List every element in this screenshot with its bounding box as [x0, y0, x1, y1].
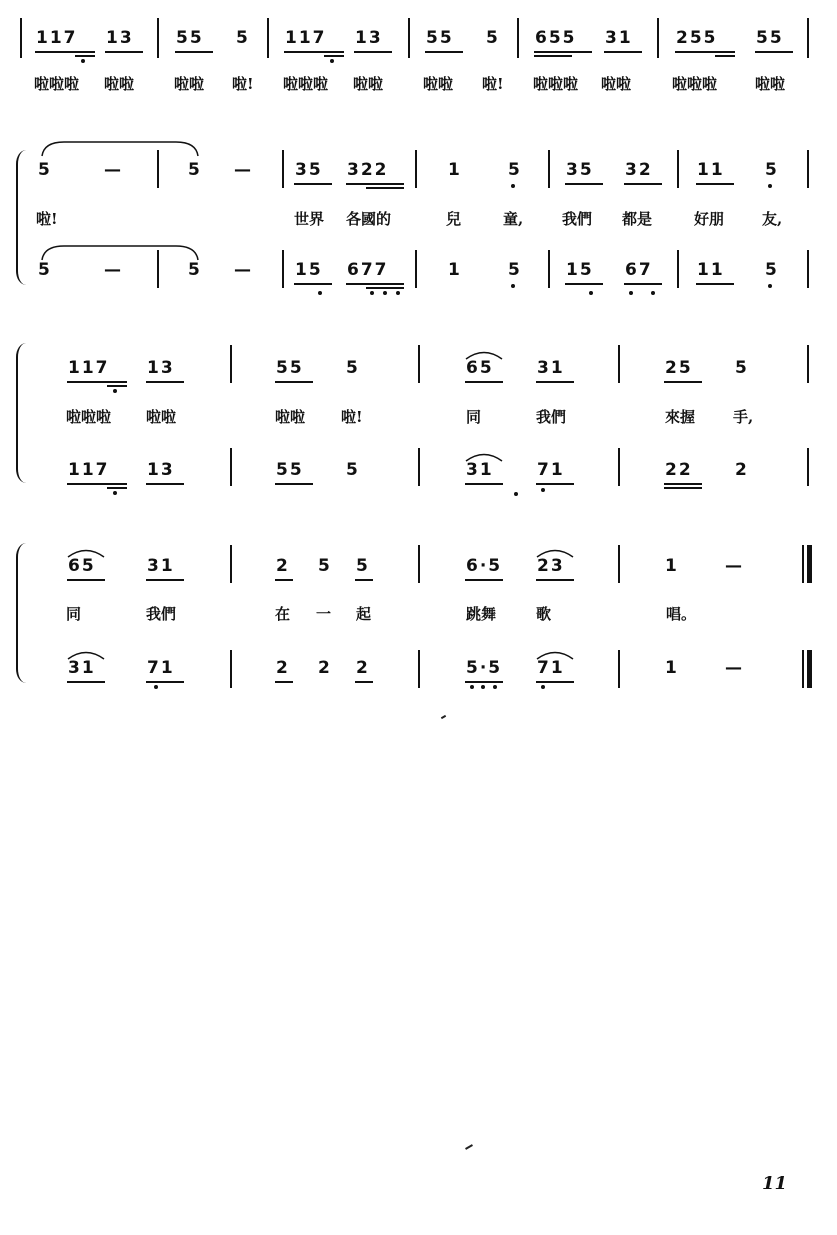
- tie-upper: [40, 138, 200, 158]
- note: 25: [665, 358, 693, 378]
- lyric: 啦啦啦: [34, 75, 80, 93]
- note: 67: [625, 260, 653, 280]
- note: 11: [697, 260, 725, 280]
- lyric: 啦啦: [353, 75, 384, 93]
- lyric: 友,: [762, 210, 783, 228]
- lyric: 啦!: [36, 210, 58, 228]
- lyric: 啦啦: [104, 75, 135, 93]
- note: 117: [68, 358, 110, 378]
- lyric: 我們: [562, 210, 593, 228]
- lyric: 同: [66, 605, 82, 623]
- scan-mark: [441, 715, 446, 719]
- note: 5: [765, 260, 779, 280]
- note: 5: [318, 556, 332, 576]
- lyric: 在: [275, 605, 291, 623]
- note: 1: [448, 260, 462, 280]
- lyric: 起: [356, 605, 372, 623]
- note: 35: [295, 160, 323, 180]
- note: 2: [735, 460, 749, 480]
- note: 32: [625, 160, 653, 180]
- note: —: [725, 556, 744, 576]
- slur: [535, 546, 575, 558]
- note: 31: [466, 460, 494, 480]
- note: 1: [665, 658, 679, 678]
- note: 1: [448, 160, 462, 180]
- note: 117: [36, 28, 78, 48]
- lyric: 我們: [536, 408, 567, 426]
- lyric: 啦啦: [146, 408, 177, 426]
- slur: [464, 348, 504, 360]
- note: 55: [276, 358, 304, 378]
- lyric: 各國的: [346, 210, 392, 228]
- note: 2: [276, 658, 290, 678]
- lyric: 我們: [146, 605, 177, 623]
- note: 5: [508, 260, 522, 280]
- lyric: 手,: [733, 408, 754, 426]
- note: 55: [276, 460, 304, 480]
- lyric: 啦啦啦: [672, 75, 718, 93]
- note: 31: [605, 28, 633, 48]
- note: —: [234, 260, 253, 280]
- note: 15: [566, 260, 594, 280]
- lyric: 童,: [503, 210, 524, 228]
- note: 71: [537, 658, 565, 678]
- note: 2: [276, 556, 290, 576]
- lyric: 啦啦: [275, 408, 306, 426]
- note: 5: [356, 556, 370, 576]
- note: 2: [356, 658, 370, 678]
- slur: [535, 648, 575, 660]
- tie-lower: [40, 242, 200, 262]
- note: 23: [537, 556, 565, 576]
- lyric: 好朋: [694, 210, 725, 228]
- note: —: [725, 658, 744, 678]
- lyric: 啦!: [341, 408, 363, 426]
- lyric: 唱。: [666, 605, 697, 623]
- note: 1: [665, 556, 679, 576]
- note: 31: [537, 358, 565, 378]
- note: 5: [188, 160, 202, 180]
- page-number: 11: [762, 1173, 788, 1194]
- note: 117: [285, 28, 327, 48]
- note: 6·5: [466, 556, 503, 576]
- note: 322: [347, 160, 389, 180]
- lyric: 啦啦: [174, 75, 205, 93]
- note: 117: [68, 460, 110, 480]
- note: 13: [355, 28, 383, 48]
- lyric: 啦啦啦: [533, 75, 579, 93]
- note: 35: [566, 160, 594, 180]
- note: 13: [147, 358, 175, 378]
- note: 5·5: [466, 658, 503, 678]
- slur: [66, 648, 106, 660]
- note: 5: [346, 358, 360, 378]
- lyric: 啦啦: [423, 75, 454, 93]
- note: 55: [176, 28, 204, 48]
- slur: [66, 546, 106, 558]
- note: 22: [665, 460, 693, 480]
- note: 5: [735, 358, 749, 378]
- note: 5: [38, 160, 52, 180]
- note: 5: [346, 460, 360, 480]
- lyric: 歌: [536, 605, 552, 623]
- note: 71: [147, 658, 175, 678]
- note: 5: [765, 160, 779, 180]
- lyric: 啦啦: [601, 75, 632, 93]
- note: 65: [466, 358, 494, 378]
- note: 5: [188, 260, 202, 280]
- lyric: 啦!: [232, 75, 254, 93]
- note: 5: [486, 28, 500, 48]
- note: 655: [535, 28, 577, 48]
- lyric: 啦!: [482, 75, 504, 93]
- lyric: 跳舞: [466, 605, 497, 623]
- note: 71: [537, 460, 565, 480]
- lyric: 來握: [665, 408, 696, 426]
- note: 2: [318, 658, 332, 678]
- note: 5: [508, 160, 522, 180]
- note: —: [234, 160, 253, 180]
- lyric: 世界: [294, 210, 325, 228]
- note: 55: [426, 28, 454, 48]
- lyric: 啦啦啦: [283, 75, 329, 93]
- lyric: 都是: [622, 210, 653, 228]
- note: 13: [106, 28, 134, 48]
- lyric: 啦啦: [755, 75, 786, 93]
- note: 65: [68, 556, 96, 576]
- slur: [464, 450, 504, 462]
- note: 5: [38, 260, 52, 280]
- note: 55: [756, 28, 784, 48]
- note: 31: [68, 658, 96, 678]
- note: —: [104, 260, 123, 280]
- lyric: 啦啦啦: [66, 408, 112, 426]
- note: 15: [295, 260, 323, 280]
- note: 11: [697, 160, 725, 180]
- note: 255: [676, 28, 718, 48]
- note: —: [104, 160, 123, 180]
- lyric: 兒: [446, 210, 462, 228]
- note: 677: [347, 260, 389, 280]
- note: 31: [147, 556, 175, 576]
- note: 13: [147, 460, 175, 480]
- lyric: 一: [316, 605, 332, 623]
- lyric: 同: [466, 408, 482, 426]
- scan-mark: [465, 1144, 473, 1150]
- note: 5: [236, 28, 250, 48]
